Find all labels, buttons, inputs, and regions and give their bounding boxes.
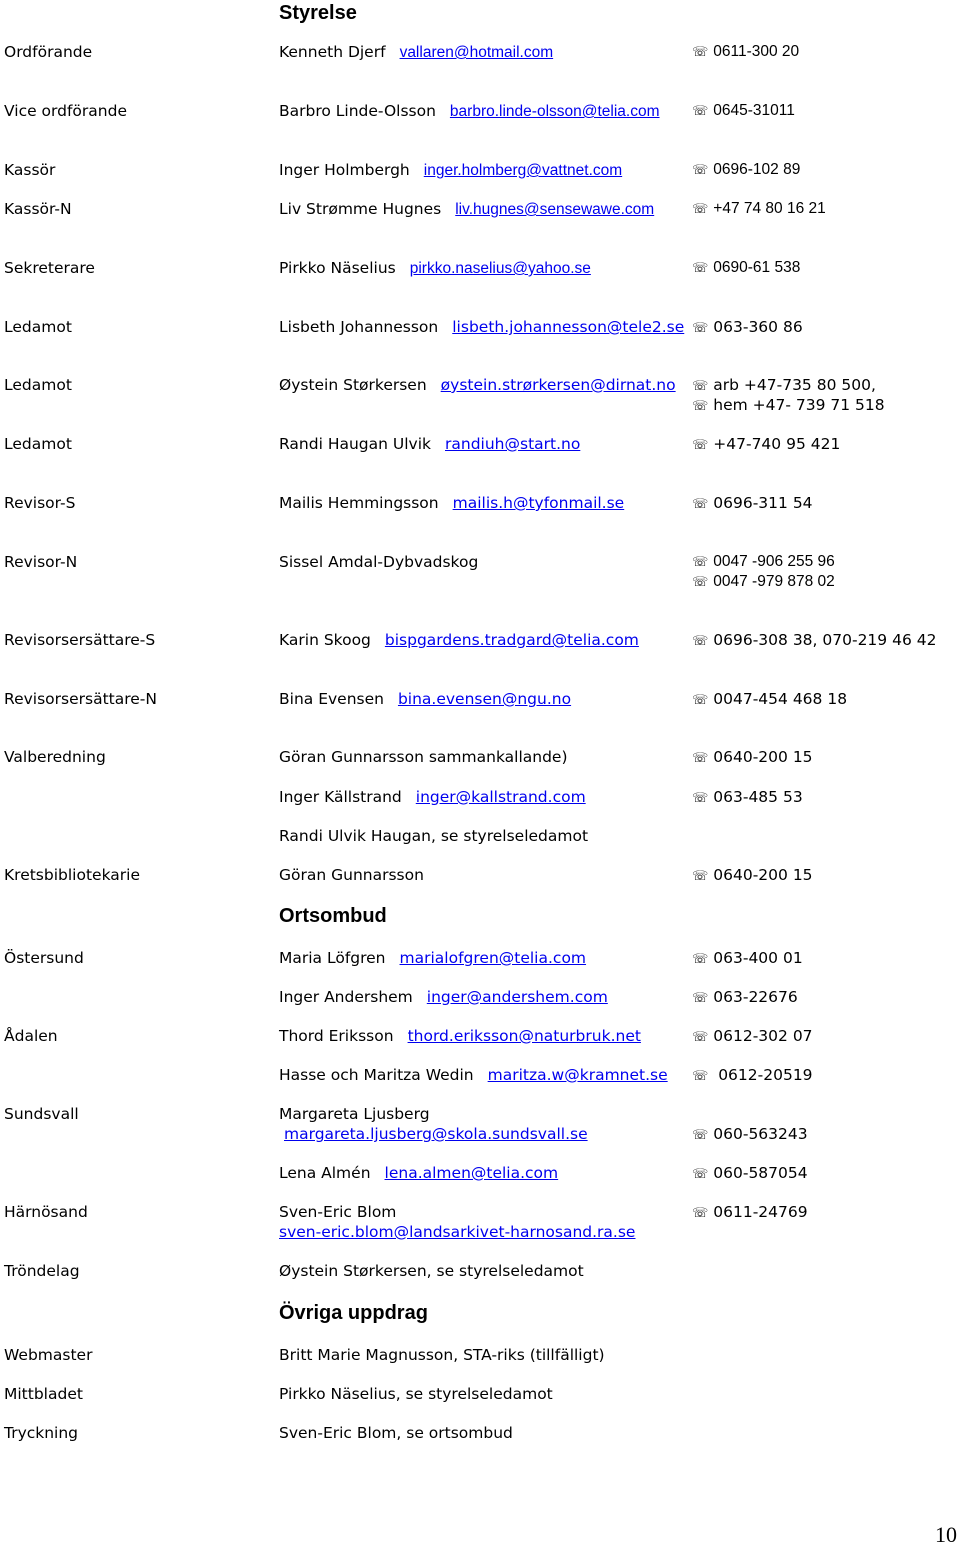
email-link[interactable]: øystein.strørkersen@dirnat.no <box>440 376 676 394</box>
phone-number: 0640-200 15 <box>713 748 813 766</box>
email-link[interactable]: marialofgren@telia.com <box>399 949 587 967</box>
person-name: Sven-Eric Blom <box>279 1203 397 1221</box>
email-link[interactable]: lisbeth.johannesson@tele2.se <box>452 318 685 336</box>
person-name: Karin Skoog <box>279 631 371 649</box>
person-name: Thord Eriksson <box>279 1027 394 1045</box>
telephone-icon: ☏ <box>692 104 709 119</box>
telephone-icon: ☏ <box>692 991 709 1006</box>
person-name: Randi Ulvik Haugan, se styrelseledamot <box>279 827 589 845</box>
telephone-icon: ☏ <box>692 869 709 884</box>
telephone-icon: ☏ <box>692 751 709 766</box>
email-link[interactable]: bina.evensen@ngu.no <box>397 690 572 708</box>
person-name: Øystein Størkersen <box>279 376 427 394</box>
person-entry <box>279 376 676 394</box>
phone-number: 063-400 01 <box>713 949 803 967</box>
person-entry <box>279 690 571 708</box>
phone-number: 0690-61 538 <box>713 259 801 276</box>
phone-entry <box>692 788 803 806</box>
email-link[interactable]: inger@kallstrand.com <box>415 788 586 806</box>
telephone-icon: ☏ <box>692 399 709 414</box>
telephone-icon: ☏ <box>692 1206 709 1221</box>
heading-styrelse: Styrelse <box>279 2 357 24</box>
role-label: Ledamot <box>4 376 72 394</box>
person-entry <box>279 988 608 1006</box>
phone-number: 0612-302 07 <box>713 1027 813 1045</box>
phone-entry <box>692 494 813 512</box>
phone-entry <box>692 161 800 179</box>
person-entry <box>279 43 553 62</box>
telephone-icon: ☏ <box>692 1030 709 1045</box>
person-name: Lena Almén <box>279 1164 371 1182</box>
role-label: Sundsvall <box>4 1105 79 1123</box>
telephone-icon: ☏ <box>692 321 709 336</box>
person-email-line <box>279 1223 635 1241</box>
email-link[interactable]: pirkko.naselius@yahoo.se <box>409 260 591 277</box>
person-name: Øystein Størkersen, se styrelseledamot <box>279 1262 584 1280</box>
phone-entry <box>692 748 813 766</box>
email-link[interactable]: inger@andershem.com <box>426 988 608 1006</box>
phone-number: 060-563243 <box>713 1125 808 1143</box>
role-label: Ledamot <box>4 435 72 453</box>
telephone-icon: ☏ <box>692 379 709 394</box>
telephone-icon: ☏ <box>692 575 709 590</box>
email-link[interactable]: sven-eric.blom@landsarkivet-harnosand.ra.se <box>279 1223 636 1241</box>
email-link[interactable]: mailis.h@tyfonmail.se <box>452 494 625 512</box>
role-label: Kassör <box>4 161 56 179</box>
role-label: Mittbladet <box>4 1385 83 1403</box>
phone-entry <box>692 690 847 708</box>
phone-number: 063-360 86 <box>713 318 803 336</box>
phone-entry <box>692 1164 808 1182</box>
phone-entry <box>692 200 826 218</box>
email-link[interactable]: maritza.w@kramnet.se <box>487 1066 668 1084</box>
page-number: 10 <box>935 1522 957 1547</box>
telephone-icon: ☏ <box>692 952 709 967</box>
phone-entry <box>692 43 799 61</box>
telephone-icon: ☏ <box>692 497 709 512</box>
role-label: Kretsbibliotekarie <box>4 866 140 884</box>
person-name: Barbro Linde-Olsson <box>279 102 436 120</box>
person-entry <box>279 161 622 180</box>
email-link[interactable]: barbro.linde-olsson@telia.com <box>449 103 660 120</box>
person-name: Bina Evensen <box>279 690 384 708</box>
person-name: Mailis Hemmingsson <box>279 494 439 512</box>
email-link[interactable]: bispgardens.tradgard@telia.com <box>384 631 639 649</box>
person-name: Inger Källstrand <box>279 788 402 806</box>
person-entry <box>279 949 586 967</box>
person-entry <box>279 435 580 453</box>
phone-number: 0047 -979 878 02 <box>713 573 835 590</box>
role-label: Revisorsersättare-N <box>4 690 157 708</box>
telephone-icon: ☏ <box>692 438 709 453</box>
role-label: Tryckning <box>4 1424 79 1442</box>
phone-number: hem +47- 739 71 518 <box>713 396 885 414</box>
phone-entry <box>692 102 795 120</box>
person-entry <box>279 494 624 512</box>
phone-number: +47-740 95 421 <box>713 435 841 453</box>
person-name: Margareta Ljusberg <box>279 1105 430 1123</box>
email-link[interactable]: vallaren@hotmail.com <box>399 44 554 61</box>
phone-entry <box>692 866 813 884</box>
person-name: Randi Haugan Ulvik <box>279 435 431 453</box>
phone-entry-secondary <box>692 573 835 591</box>
role-label: Ordförande <box>4 43 93 61</box>
role-label: Härnösand <box>4 1203 88 1221</box>
phone-number: 0640-200 15 <box>713 866 813 884</box>
telephone-icon: ☏ <box>692 163 709 178</box>
phone-entry <box>692 1066 813 1084</box>
person-name: Britt Marie Magnusson, STA-riks (tillfälligt) <box>279 1346 605 1364</box>
person-name: Inger Holmbergh <box>279 161 410 179</box>
person-name: Pirkko Näselius <box>279 259 396 277</box>
phone-number: 060-587054 <box>713 1164 808 1182</box>
telephone-icon: ☏ <box>692 693 709 708</box>
person-entry <box>279 788 586 806</box>
email-link[interactable]: lena.almen@telia.com <box>384 1164 559 1182</box>
phone-entry <box>692 631 936 649</box>
phone-number: 063-22676 <box>713 988 798 1006</box>
phone-entry <box>692 988 798 1006</box>
role-label: Östersund <box>4 949 84 967</box>
role-label: Ådalen <box>4 1027 58 1045</box>
person-name: Pirkko Näselius, se styrelseledamot <box>279 1385 553 1403</box>
phone-number: 0047 -906 255 96 <box>713 553 835 570</box>
telephone-icon: ☏ <box>692 1128 709 1143</box>
person-entry <box>279 1164 558 1182</box>
phone-entry <box>692 1125 808 1143</box>
person-entry <box>279 200 654 219</box>
phone-entry <box>692 1203 808 1221</box>
phone-entry <box>692 376 876 394</box>
telephone-icon: ☏ <box>692 634 709 649</box>
telephone-icon: ☏ <box>692 555 709 570</box>
email-link[interactable]: randiuh@start.no <box>445 435 581 453</box>
role-label: Revisorsersättare-S <box>4 631 156 649</box>
phone-entry <box>692 949 803 967</box>
phone-number: 0645-31011 <box>713 102 795 119</box>
person-name: Sissel Amdal-Dybvadskog <box>279 553 479 571</box>
person-name: Lisbeth Johannesson <box>279 318 439 336</box>
role-label: Vice ordförande <box>4 102 127 120</box>
phone-number: 0696-311 54 <box>713 494 813 512</box>
telephone-icon: ☏ <box>692 1167 709 1182</box>
email-link[interactable]: thord.eriksson@naturbruk.net <box>407 1027 641 1045</box>
email-link[interactable]: margareta.ljusberg@skola.sundsvall.se <box>284 1125 588 1143</box>
role-label: Tröndelag <box>4 1262 80 1280</box>
person-name: Hasse och Maritza Wedin <box>279 1066 474 1084</box>
phone-number: 0696-308 38, 070-219 46 42 <box>713 631 937 649</box>
phone-entry <box>692 553 835 571</box>
person-entry <box>279 102 660 121</box>
role-label: Revisor-N <box>4 553 78 571</box>
person-name: Inger Andershem <box>279 988 413 1006</box>
phone-entry <box>692 318 803 336</box>
person-name: Liv Strømme Hugnes <box>279 200 442 218</box>
person-entry <box>279 631 639 649</box>
person-entry <box>279 318 684 336</box>
role-label: Revisor-S <box>4 494 76 512</box>
phone-number: 0611-300 20 <box>713 43 800 60</box>
role-label: Sekreterare <box>4 259 95 277</box>
role-label: Ledamot <box>4 318 72 336</box>
person-name: Göran Gunnarsson sammankallande) <box>279 748 568 766</box>
phone-number: 063-485 53 <box>713 788 803 806</box>
role-label: Webmaster <box>4 1346 93 1364</box>
person-name: Maria Löfgren <box>279 949 386 967</box>
role-label: Valberedning <box>4 748 106 766</box>
heading-ortsombud: Ortsombud <box>279 905 387 927</box>
phone-number: 0611-24769 <box>713 1203 808 1221</box>
role-label: Kassör-N <box>4 200 72 218</box>
person-name: Göran Gunnarsson <box>279 866 424 884</box>
phone-entry <box>692 259 800 277</box>
person-entry <box>279 259 591 278</box>
phone-number: 0696-102 89 <box>713 161 801 178</box>
phone-number: arb +47-735 80 500, <box>713 376 876 394</box>
phone-number: 0612-20519 <box>713 1066 813 1084</box>
telephone-icon: ☏ <box>692 45 709 60</box>
email-link[interactable]: inger.holmberg@vattnet.com <box>423 162 623 179</box>
person-name: Kenneth Djerf <box>279 43 386 61</box>
telephone-icon: ☏ <box>692 791 709 806</box>
person-email-line <box>284 1125 588 1143</box>
phone-entry-secondary <box>692 396 885 414</box>
phone-number: 0047-454 468 18 <box>713 690 848 708</box>
telephone-icon: ☏ <box>692 1069 709 1084</box>
telephone-icon: ☏ <box>692 202 709 217</box>
phone-entry <box>692 1027 813 1045</box>
email-link[interactable]: liv.hugnes@sensewawe.com <box>455 201 655 218</box>
person-name: Sven-Eric Blom, se ortsombud <box>279 1424 513 1442</box>
phone-entry <box>692 435 840 453</box>
heading-ovriga-uppdrag: Övriga uppdrag <box>279 1302 428 1324</box>
person-entry <box>279 1027 641 1045</box>
telephone-icon: ☏ <box>692 261 709 276</box>
phone-number: +47 74 80 16 21 <box>713 200 826 217</box>
person-entry <box>279 1066 668 1084</box>
